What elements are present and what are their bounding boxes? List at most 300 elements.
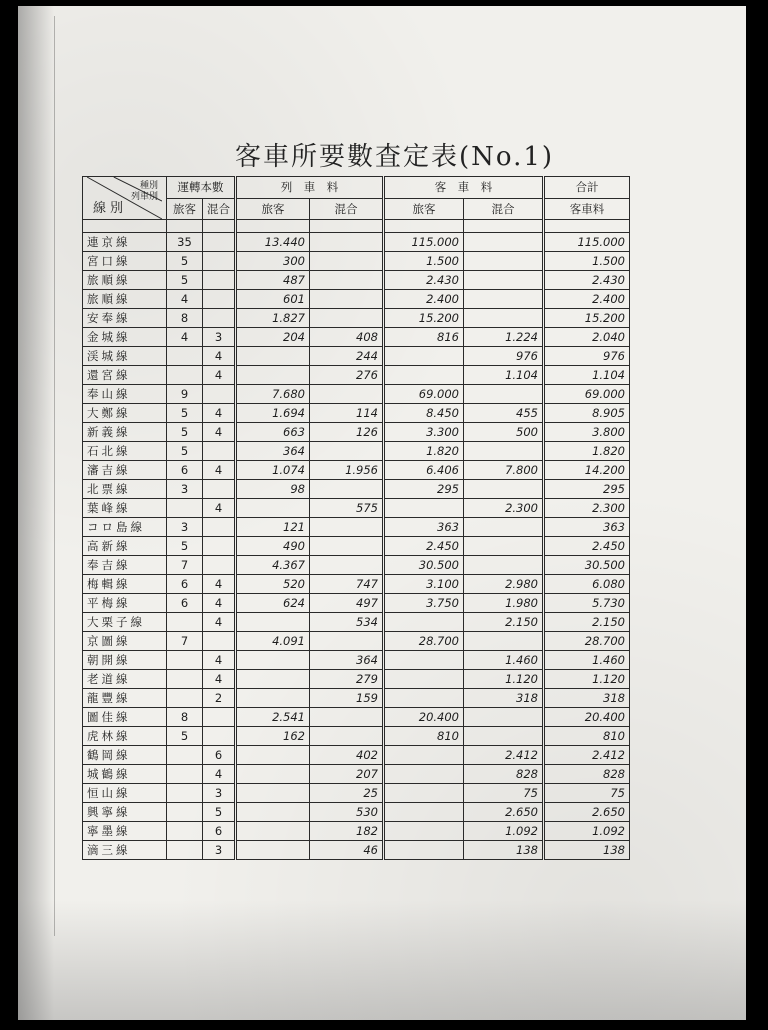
table-row (83, 480, 630, 499)
rolling-mixed-cell: 534 (310, 613, 384, 632)
count-mixed-cell: 4 (203, 366, 236, 385)
rolling-mixed-cell: 747 (310, 575, 384, 594)
total-coach-cell: 1.820 (544, 442, 630, 461)
rolling-mixed-cell (310, 252, 384, 271)
total-coach-cell: 318 (544, 689, 630, 708)
table-row (83, 347, 630, 366)
count-mixed-cell: 5 (203, 803, 236, 822)
scan-shadow-left (18, 6, 54, 1020)
count-passenger-cell (167, 841, 203, 860)
coach-passenger-cell: 3.300 (384, 423, 464, 442)
total-coach-cell: 28.700 (544, 632, 630, 651)
rolling-passenger-cell: 4.367 (236, 556, 310, 575)
coach-mixed-cell: 2.980 (464, 575, 544, 594)
table-row (83, 632, 630, 651)
count-mixed-cell (203, 480, 236, 499)
count-mixed-cell (203, 708, 236, 727)
total-coach-cell: 2.040 (544, 328, 630, 347)
rolling-passenger-cell: 162 (236, 727, 310, 746)
coach-mixed-cell: 7.800 (464, 461, 544, 480)
table-row (83, 746, 630, 765)
line-name-cell: 京圖線 (83, 632, 167, 651)
coach-passenger-cell: 15.200 (384, 309, 464, 328)
count-mixed-cell: 4 (203, 765, 236, 784)
coach-mixed-cell: 138 (464, 841, 544, 860)
rolling-passenger-cell: 1.074 (236, 461, 310, 480)
table-row (83, 461, 630, 480)
rolling-passenger-cell: 364 (236, 442, 310, 461)
rolling-mixed-cell: 497 (310, 594, 384, 613)
table-row (83, 385, 630, 404)
line-name-cell: 龍豐線 (83, 689, 167, 708)
total-coach-cell: 2.300 (544, 499, 630, 518)
count-mixed-cell (203, 252, 236, 271)
coach-mixed-cell: 455 (464, 404, 544, 423)
table-row (83, 404, 630, 423)
count-passenger-cell: 5 (167, 442, 203, 461)
rolling-mixed-cell: 114 (310, 404, 384, 423)
line-name-cell: 宮口線 (83, 252, 167, 271)
table-row (83, 784, 630, 803)
rolling-passenger-cell (236, 347, 310, 366)
corner-header-cell (83, 177, 167, 220)
line-name-cell: 新義線 (83, 423, 167, 442)
total-coach-cell: 75 (544, 784, 630, 803)
coach-passenger-cell (384, 765, 464, 784)
line-name-cell: 鶴岡線 (83, 746, 167, 765)
table-row (83, 803, 630, 822)
total-coach-cell: 138 (544, 841, 630, 860)
coach-mixed-cell: 1.104 (464, 366, 544, 385)
count-mixed-cell: 4 (203, 347, 236, 366)
count-passenger-cell (167, 651, 203, 670)
line-name-cell: 興寧線 (83, 803, 167, 822)
coach-passenger-cell (384, 689, 464, 708)
coach-mixed-cell (464, 252, 544, 271)
count-mixed-cell (203, 271, 236, 290)
coach-mixed-cell: 318 (464, 689, 544, 708)
count-passenger-cell: 9 (167, 385, 203, 404)
coach-mixed-cell (464, 556, 544, 575)
coach-passenger-cell (384, 347, 464, 366)
coach-mixed-cell (464, 385, 544, 404)
count-mixed-cell: 4 (203, 404, 236, 423)
rolling-passenger-cell: 98 (236, 480, 310, 499)
rolling-passenger-cell: 13.440 (236, 233, 310, 252)
table-row (83, 765, 630, 784)
coach-passenger-cell: 2.450 (384, 537, 464, 556)
count-passenger-cell (167, 822, 203, 841)
rolling-mixed-cell (310, 385, 384, 404)
line-name-cell: 恒山線 (83, 784, 167, 803)
total-coach-cell: 15.200 (544, 309, 630, 328)
line-name-cell: 奉山線 (83, 385, 167, 404)
count-passenger-cell: 7 (167, 632, 203, 651)
rolling-passenger-cell (236, 841, 310, 860)
coach-passenger-cell (384, 366, 464, 385)
header-rolling-fee: 列 車 料 (236, 177, 384, 199)
coach-passenger-cell: 816 (384, 328, 464, 347)
count-mixed-cell: 4 (203, 461, 236, 480)
line-name-cell: 圖佳線 (83, 708, 167, 727)
coach-mixed-cell (464, 480, 544, 499)
coach-passenger-cell: 1.820 (384, 442, 464, 461)
rolling-passenger-cell (236, 499, 310, 518)
count-passenger-cell: 3 (167, 480, 203, 499)
count-passenger-cell (167, 366, 203, 385)
coach-passenger-cell: 115.000 (384, 233, 464, 252)
rolling-passenger-cell: 300 (236, 252, 310, 271)
line-name-cell: 高新線 (83, 537, 167, 556)
rolling-mixed-cell: 575 (310, 499, 384, 518)
coach-mixed-cell: 2.150 (464, 613, 544, 632)
coach-mixed-cell (464, 309, 544, 328)
count-mixed-cell: 4 (203, 670, 236, 689)
coach-mixed-cell: 2.412 (464, 746, 544, 765)
count-mixed-cell: 4 (203, 594, 236, 613)
line-name-cell: 大栗子線 (83, 613, 167, 632)
count-mixed-cell: 3 (203, 841, 236, 860)
line-name-cell: 寧墨線 (83, 822, 167, 841)
coach-mixed-cell: 1.092 (464, 822, 544, 841)
coach-requirement-table (82, 176, 630, 860)
total-coach-cell: 810 (544, 727, 630, 746)
count-passenger-cell (167, 746, 203, 765)
coach-mixed-cell (464, 271, 544, 290)
rolling-mixed-cell: 207 (310, 765, 384, 784)
total-coach-cell: 115.000 (544, 233, 630, 252)
line-name-cell: 旅順線 (83, 290, 167, 309)
rolling-passenger-cell: 4.091 (236, 632, 310, 651)
table-row (83, 328, 630, 347)
count-passenger-cell: 8 (167, 708, 203, 727)
rolling-passenger-cell (236, 651, 310, 670)
coach-passenger-cell (384, 651, 464, 670)
rolling-mixed-cell (310, 480, 384, 499)
rolling-mixed-cell (310, 556, 384, 575)
total-coach-cell: 14.200 (544, 461, 630, 480)
coach-passenger-cell: 8.450 (384, 404, 464, 423)
total-coach-cell: 30.500 (544, 556, 630, 575)
count-passenger-cell (167, 689, 203, 708)
rolling-passenger-cell (236, 613, 310, 632)
count-mixed-cell: 4 (203, 575, 236, 594)
coach-passenger-cell (384, 803, 464, 822)
count-passenger-cell: 6 (167, 575, 203, 594)
count-passenger-cell: 5 (167, 423, 203, 442)
line-name-cell: 虎林線 (83, 727, 167, 746)
rolling-passenger-cell (236, 670, 310, 689)
subheader-count-passenger: 旅客 (167, 198, 203, 220)
rolling-mixed-cell: 530 (310, 803, 384, 822)
coach-passenger-cell: 20.400 (384, 708, 464, 727)
rolling-mixed-cell (310, 290, 384, 309)
corner-label-train: 列車別 (130, 192, 158, 202)
coach-passenger-cell (384, 499, 464, 518)
count-passenger-cell: 8 (167, 309, 203, 328)
coach-mixed-cell (464, 632, 544, 651)
coach-mixed-cell (464, 442, 544, 461)
count-mixed-cell (203, 442, 236, 461)
rolling-mixed-cell (310, 442, 384, 461)
count-mixed-cell (203, 290, 236, 309)
count-mixed-cell: 3 (203, 784, 236, 803)
rolling-mixed-cell: 159 (310, 689, 384, 708)
rolling-passenger-cell (236, 822, 310, 841)
coach-passenger-cell (384, 841, 464, 860)
rolling-mixed-cell (310, 727, 384, 746)
line-name-cell: 滴三線 (83, 841, 167, 860)
coach-mixed-cell: 828 (464, 765, 544, 784)
total-coach-cell: 2.450 (544, 537, 630, 556)
line-name-cell: 梅輯線 (83, 575, 167, 594)
coach-passenger-cell: 69.000 (384, 385, 464, 404)
count-mixed-cell: 2 (203, 689, 236, 708)
table-row (83, 651, 630, 670)
line-name-cell: 城鶴線 (83, 765, 167, 784)
count-passenger-cell: 5 (167, 404, 203, 423)
table-row (83, 442, 630, 461)
coach-mixed-cell: 1.224 (464, 328, 544, 347)
table-row (83, 556, 630, 575)
header-train-count: 運轉本數 (167, 177, 236, 199)
count-passenger-cell: 4 (167, 290, 203, 309)
count-passenger-cell (167, 499, 203, 518)
total-coach-cell: 8.905 (544, 404, 630, 423)
line-name-cell: 奉吉線 (83, 556, 167, 575)
table-row (83, 822, 630, 841)
count-passenger-cell (167, 347, 203, 366)
coach-mixed-cell (464, 727, 544, 746)
rolling-passenger-cell: 520 (236, 575, 310, 594)
rolling-mixed-cell (310, 632, 384, 651)
subheader-total-coach: 客車料 (544, 198, 630, 220)
rolling-mixed-cell (310, 233, 384, 252)
coach-mixed-cell (464, 233, 544, 252)
rolling-passenger-cell (236, 746, 310, 765)
total-coach-cell: 1.092 (544, 822, 630, 841)
scan-shadow-bottom (18, 900, 746, 1020)
rolling-passenger-cell: 2.541 (236, 708, 310, 727)
line-name-cell: コロ島線 (83, 518, 167, 537)
count-mixed-cell: 6 (203, 822, 236, 841)
spacer-row (83, 220, 630, 233)
rolling-mixed-cell: 408 (310, 328, 384, 347)
coach-passenger-cell: 2.400 (384, 290, 464, 309)
coach-passenger-cell (384, 784, 464, 803)
count-mixed-cell: 4 (203, 651, 236, 670)
subheader-rolling-passenger: 旅客 (236, 198, 310, 220)
total-coach-cell: 295 (544, 480, 630, 499)
count-mixed-cell: 4 (203, 423, 236, 442)
line-name-cell: 安奉線 (83, 309, 167, 328)
rolling-passenger-cell: 490 (236, 537, 310, 556)
subheader-coach-passenger: 旅客 (384, 198, 464, 220)
count-mixed-cell (203, 309, 236, 328)
count-passenger-cell: 6 (167, 461, 203, 480)
rolling-passenger-cell: 663 (236, 423, 310, 442)
rolling-passenger-cell: 601 (236, 290, 310, 309)
coach-mixed-cell (464, 290, 544, 309)
subheader-rolling-mixed: 混合 (310, 198, 384, 220)
coach-mixed-cell: 2.650 (464, 803, 544, 822)
coach-mixed-cell: 500 (464, 423, 544, 442)
total-coach-cell: 2.400 (544, 290, 630, 309)
total-coach-cell: 1.460 (544, 651, 630, 670)
rolling-mixed-cell: 279 (310, 670, 384, 689)
rolling-mixed-cell: 182 (310, 822, 384, 841)
total-coach-cell: 5.730 (544, 594, 630, 613)
rolling-passenger-cell: 7.680 (236, 385, 310, 404)
rolling-passenger-cell (236, 366, 310, 385)
rolling-mixed-cell: 1.956 (310, 461, 384, 480)
table-row (83, 233, 630, 252)
coach-passenger-cell (384, 746, 464, 765)
rolling-passenger-cell: 487 (236, 271, 310, 290)
rolling-passenger-cell (236, 765, 310, 784)
total-coach-cell: 363 (544, 518, 630, 537)
rolling-mixed-cell: 244 (310, 347, 384, 366)
coach-mixed-cell: 75 (464, 784, 544, 803)
total-coach-cell: 2.150 (544, 613, 630, 632)
coach-mixed-cell: 1.120 (464, 670, 544, 689)
table-row (83, 575, 630, 594)
total-coach-cell: 2.650 (544, 803, 630, 822)
table-row (83, 309, 630, 328)
count-passenger-cell: 35 (167, 233, 203, 252)
rolling-passenger-cell (236, 803, 310, 822)
count-mixed-cell (203, 233, 236, 252)
table-row (83, 423, 630, 442)
count-mixed-cell: 4 (203, 613, 236, 632)
coach-mixed-cell (464, 518, 544, 537)
rolling-mixed-cell: 276 (310, 366, 384, 385)
header-total: 合計 (544, 177, 630, 199)
total-coach-cell: 3.800 (544, 423, 630, 442)
table-row (83, 670, 630, 689)
total-coach-cell: 1.500 (544, 252, 630, 271)
rolling-mixed-cell (310, 271, 384, 290)
table-row (83, 689, 630, 708)
line-name-cell: 連京線 (83, 233, 167, 252)
rolling-passenger-cell: 1.694 (236, 404, 310, 423)
count-passenger-cell: 7 (167, 556, 203, 575)
coach-passenger-cell: 363 (384, 518, 464, 537)
coach-passenger-cell: 3.750 (384, 594, 464, 613)
corner-label-line: 線別 (93, 201, 128, 216)
line-name-cell: 還宮線 (83, 366, 167, 385)
table-row (83, 537, 630, 556)
line-name-cell: 北票線 (83, 480, 167, 499)
page-title: 客車所要數査定表(No.1) (235, 142, 555, 172)
corner-label-type: 種別 (139, 181, 158, 191)
line-name-cell: 平梅線 (83, 594, 167, 613)
coach-passenger-cell: 3.100 (384, 575, 464, 594)
rolling-mixed-cell: 126 (310, 423, 384, 442)
total-coach-cell: 69.000 (544, 385, 630, 404)
table-row (83, 499, 630, 518)
rolling-passenger-cell: 624 (236, 594, 310, 613)
table-row (83, 594, 630, 613)
rolling-passenger-cell (236, 784, 310, 803)
coach-passenger-cell: 2.430 (384, 271, 464, 290)
rolling-mixed-cell: 364 (310, 651, 384, 670)
count-mixed-cell (203, 632, 236, 651)
table-row (83, 727, 630, 746)
coach-mixed-cell: 2.300 (464, 499, 544, 518)
line-name-cell: 葉峰線 (83, 499, 167, 518)
count-mixed-cell (203, 385, 236, 404)
count-passenger-cell (167, 784, 203, 803)
table-row (83, 613, 630, 632)
coach-passenger-cell: 28.700 (384, 632, 464, 651)
count-mixed-cell: 3 (203, 328, 236, 347)
count-passenger-cell (167, 765, 203, 784)
coach-mixed-cell (464, 537, 544, 556)
coach-mixed-cell: 1.980 (464, 594, 544, 613)
count-mixed-cell: 4 (203, 499, 236, 518)
header-coach-fee: 客 車 料 (384, 177, 544, 199)
total-coach-cell: 20.400 (544, 708, 630, 727)
coach-mixed-cell (464, 708, 544, 727)
table-row (83, 841, 630, 860)
total-coach-cell: 2.412 (544, 746, 630, 765)
count-mixed-cell (203, 518, 236, 537)
total-coach-cell: 828 (544, 765, 630, 784)
total-coach-cell: 6.080 (544, 575, 630, 594)
count-passenger-cell: 5 (167, 271, 203, 290)
subheader-count-mixed: 混合 (203, 198, 236, 220)
rolling-passenger-cell (236, 689, 310, 708)
coach-passenger-cell: 810 (384, 727, 464, 746)
rolling-passenger-cell: 1.827 (236, 309, 310, 328)
coach-passenger-cell: 1.500 (384, 252, 464, 271)
table-row (83, 518, 630, 537)
rolling-mixed-cell (310, 537, 384, 556)
count-passenger-cell (167, 803, 203, 822)
line-name-cell: 老道線 (83, 670, 167, 689)
subheader-coach-mixed: 混合 (464, 198, 544, 220)
coach-mixed-cell: 976 (464, 347, 544, 366)
line-name-cell: 瀋吉線 (83, 461, 167, 480)
coach-passenger-cell (384, 822, 464, 841)
line-name-cell: 金城線 (83, 328, 167, 347)
count-passenger-cell: 4 (167, 328, 203, 347)
rolling-mixed-cell (310, 708, 384, 727)
table-row (83, 271, 630, 290)
count-passenger-cell: 5 (167, 537, 203, 556)
coach-passenger-cell: 295 (384, 480, 464, 499)
total-coach-cell: 1.104 (544, 366, 630, 385)
count-passenger-cell: 6 (167, 594, 203, 613)
count-passenger-cell (167, 670, 203, 689)
coach-passenger-cell: 6.406 (384, 461, 464, 480)
count-mixed-cell (203, 537, 236, 556)
total-coach-cell: 1.120 (544, 670, 630, 689)
line-name-cell: 朝開線 (83, 651, 167, 670)
table-row (83, 708, 630, 727)
table-row (83, 290, 630, 309)
count-passenger-cell: 3 (167, 518, 203, 537)
rolling-mixed-cell: 402 (310, 746, 384, 765)
rolling-passenger-cell: 121 (236, 518, 310, 537)
total-coach-cell: 2.430 (544, 271, 630, 290)
table-row (83, 366, 630, 385)
count-mixed-cell: 6 (203, 746, 236, 765)
rolling-mixed-cell (310, 309, 384, 328)
count-passenger-cell (167, 613, 203, 632)
rolling-mixed-cell: 46 (310, 841, 384, 860)
